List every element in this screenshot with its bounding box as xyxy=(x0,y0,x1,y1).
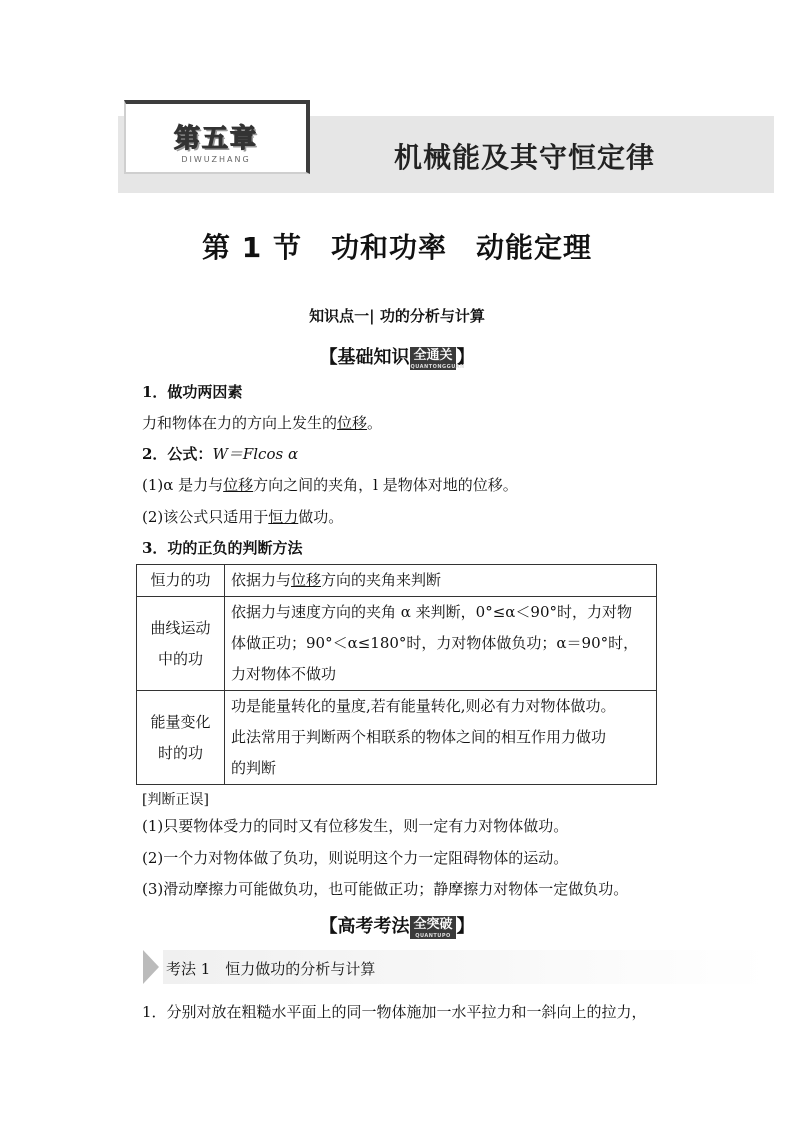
paragraph-2: (1)α 是力与位移方向之间的夹角，l 是物体对地的位移。 xyxy=(142,476,518,494)
chapter-label: 第五章 xyxy=(173,124,258,154)
judge-item-2: (2)一个力对物体做了负功，则说明这个力一定阻碍物体的运动。 xyxy=(142,849,569,867)
exam-method-heading: 【高考考法 全突破 QUANTUPO 】 xyxy=(319,916,475,939)
table-cell: 依据力与位移方向的夹角来判断 xyxy=(225,565,657,597)
table-row xyxy=(137,691,657,785)
judge-item-1: (1)只要物体受力的同时又有位移发生，则一定有力对物体做功。 xyxy=(142,817,569,835)
work-sign-table xyxy=(136,564,657,785)
chapter-title: 机械能及其守恒定律 xyxy=(394,141,656,174)
triangle-marker-icon xyxy=(143,950,159,984)
question-1: 1．分别对放在粗糙水平面上的同一物体施加一水平拉力和一斜向上的拉力， xyxy=(142,1003,647,1021)
knowledge-point-heading: 知识点一| 功的分析与计算 xyxy=(309,307,485,325)
kaofa-title: 考法 1 恒力做功的分析与计算 xyxy=(166,960,376,978)
section-title: 第 1 节 功和功率 动能定理 xyxy=(202,231,592,264)
basic-knowledge-heading: 【基础知识 全通关 QUANTONGGUAN 】 xyxy=(319,347,475,370)
judge-heading: [判断正误] xyxy=(142,792,209,808)
heading-1: 1．做功两因素 xyxy=(142,383,243,401)
paragraph-1: 力和物体在力的方向上发生的位移。 xyxy=(142,414,383,432)
table-cell: 能量变化 时的功 xyxy=(137,691,225,785)
judge-item-3: (3)滑动摩擦力可能做负功，也可能做正功；静摩擦力对物体一定做负功。 xyxy=(142,880,629,898)
heading-3: 3．功的正负的判断方法 xyxy=(142,539,303,557)
chapter-badge xyxy=(124,100,310,174)
table-cell: 依据力与速度方向的夹角 α 来判断，0°≤α＜90°时，力对物 体做正功；90°＜α≤180°时，力对物体做负功；α＝90°时， 力对物体不做功 xyxy=(225,597,657,691)
chapter-pinyin: DIWUZHANG xyxy=(181,155,251,164)
table-row xyxy=(137,565,657,597)
formula: W＝Flcos α xyxy=(212,445,299,463)
basic-tag: 全通关 QUANTONGGUAN xyxy=(410,347,465,370)
heading-2: 2．公式：W＝Flcos α xyxy=(142,445,299,463)
exam-tag: 全突破 QUANTUPO xyxy=(410,916,455,939)
paragraph-3: (2)该公式只适用于恒力做功。 xyxy=(142,508,344,526)
table-cell: 恒力的功 xyxy=(137,565,225,597)
table-row xyxy=(137,597,657,691)
table-cell: 功是能量转化的量度,若有能量转化,则必有力对物体做功。 此法常用于判断两个相联系的物体之间的相互作用力做功 的判断 xyxy=(225,691,657,785)
table-cell: 曲线运动 中的功 xyxy=(137,597,225,691)
